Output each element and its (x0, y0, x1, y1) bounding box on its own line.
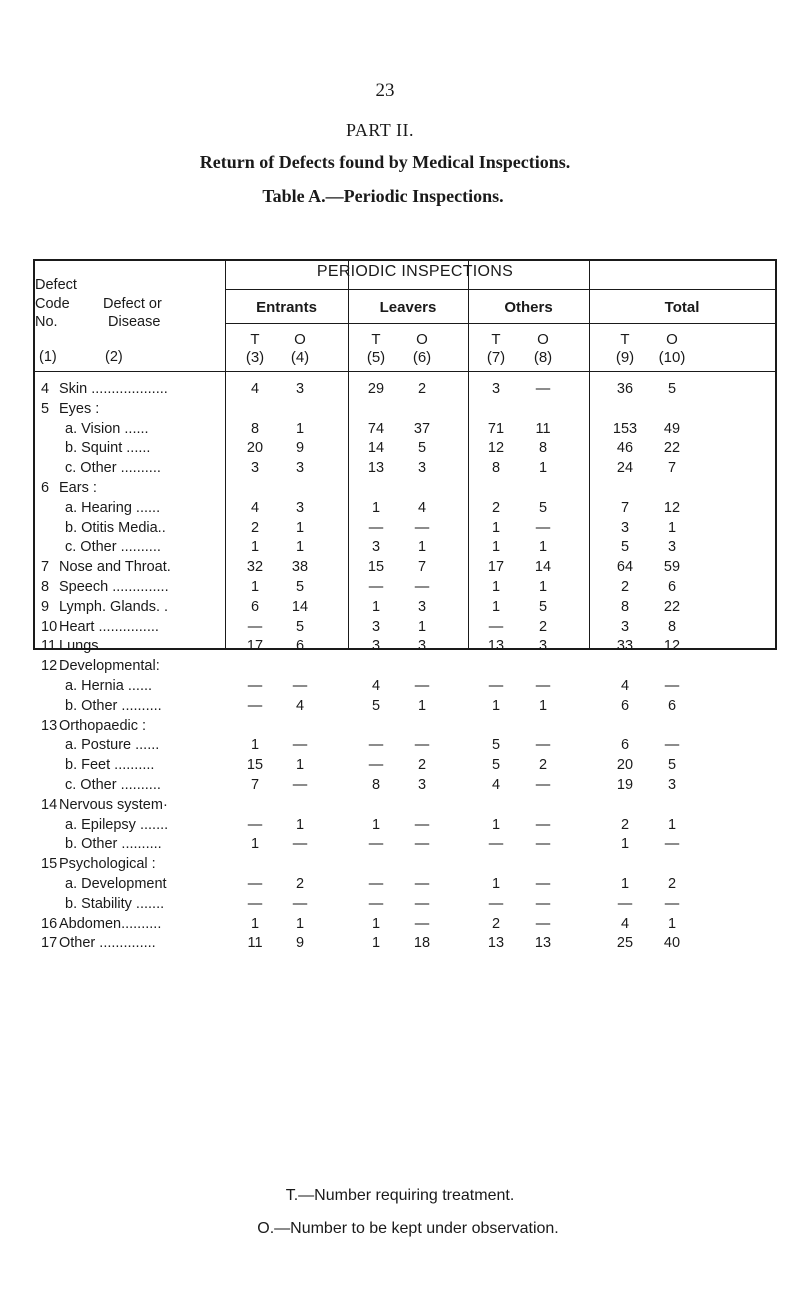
table-cell: 2 (620, 579, 630, 595)
table-cell: 2 (491, 915, 501, 932)
table-cell: 33 (616, 638, 634, 655)
table-cell: 8 (538, 440, 548, 457)
table-cell: — (414, 816, 430, 833)
table-cell: 9 (295, 440, 305, 457)
table-cell: 1 (491, 697, 501, 714)
table-cell: 3 (371, 539, 381, 556)
table-cell: 1 (538, 579, 548, 595)
table-row (35, 577, 775, 597)
defect-label: Nose and Throat. (59, 559, 171, 576)
table-row (35, 874, 775, 894)
table-cell: 71 (487, 420, 505, 437)
table-cell: 3 (417, 638, 427, 655)
table-cell: 24 (616, 460, 634, 477)
table-cell: 20 (246, 440, 264, 457)
table-cell: 11 (247, 935, 263, 952)
table-cell: — (247, 816, 263, 833)
page-number: 23 (375, 80, 395, 101)
defect-label: b. Feet .......... (65, 757, 155, 774)
defect-label: Heart ............... (59, 618, 159, 635)
group-header-rule (225, 323, 775, 324)
table-row (35, 597, 775, 617)
table-cell: 2 (491, 499, 501, 516)
table-cell: 29 (367, 381, 385, 397)
table-cell: 1 (417, 697, 427, 714)
table-cell: 1 (295, 816, 305, 833)
table-cell: — (535, 836, 551, 853)
table-row (35, 834, 775, 854)
table-cell: — (535, 737, 551, 754)
defect-label: Lymph. Glands. . (59, 598, 169, 615)
defect-label: c. Other .......... (65, 460, 161, 477)
subcol-o-leavers: O (416, 331, 428, 348)
table-cell: 8 (371, 777, 381, 793)
defect-label: Eyes : (59, 400, 100, 417)
table-cell: 5 (620, 539, 630, 556)
defect-code: 13 (41, 717, 58, 734)
table-row (35, 537, 775, 557)
table-cell: — (414, 579, 430, 595)
table-cell: 25 (616, 935, 634, 952)
subcol-index-10: (10) (658, 349, 686, 366)
footnote-t: T.—Number requiring treatment. (285, 1187, 515, 1204)
table-cell: — (414, 519, 430, 536)
table-cell: 1 (250, 836, 260, 853)
table-cell: — (535, 519, 551, 536)
table-cell: 8 (250, 420, 260, 437)
table-cell: — (664, 737, 680, 754)
table-cell: 4 (250, 499, 260, 516)
defect-label: a. Development (65, 876, 167, 892)
table-cell: 1 (295, 915, 305, 932)
group-title-rule (225, 289, 775, 290)
table-row (35, 656, 775, 676)
table-cell: 6 (667, 579, 677, 595)
disease-header-line-1: Defect or (103, 296, 162, 312)
table-cell: 22 (663, 440, 681, 457)
table-cell: 1 (667, 816, 677, 833)
table-cell: 1 (371, 935, 381, 952)
table-cell: — (488, 836, 504, 853)
table-cell: — (247, 895, 263, 912)
subcol-index-4: (4) (290, 349, 310, 366)
defect-label: a. Vision ...... (65, 420, 149, 437)
defect-code: 17 (41, 935, 58, 952)
group-entrants: Entrants (256, 299, 317, 316)
table-cell: 6 (620, 737, 630, 754)
defect-label: Skin ................... (59, 381, 168, 397)
subcol-index-6: (6) (412, 349, 432, 366)
table-cell: 40 (663, 935, 681, 952)
table-cell: 4 (250, 381, 260, 397)
table-cell: — (535, 915, 551, 932)
table-cell: 5 (491, 757, 501, 774)
table-cell: — (247, 678, 263, 694)
subcol-t-others: T (491, 331, 501, 348)
table-row (35, 636, 775, 656)
table-row (35, 478, 775, 498)
table-cell: 12 (663, 638, 681, 655)
table-cell: — (414, 895, 430, 912)
table-cell: — (292, 836, 308, 853)
defect-label: b. Other .......... (65, 697, 162, 714)
defect-label: a. Posture ...... (65, 737, 160, 754)
defects-table (33, 259, 777, 952)
table-cell: 8 (667, 618, 677, 635)
table-cell: 5 (538, 499, 548, 516)
subcol-index-7: (7) (486, 349, 506, 366)
table-row (35, 379, 775, 399)
table-cell: 3 (538, 638, 548, 655)
table-cell: 8 (491, 460, 501, 477)
table-cell: 5 (295, 579, 305, 595)
table-cell: 18 (413, 935, 431, 952)
table-cell: 2 (417, 757, 427, 774)
table-cell: 11 (535, 420, 551, 437)
defect-code: 8 (41, 579, 50, 595)
defect-code: 11 (41, 638, 57, 655)
defect-label: b. Squint ...... (65, 440, 151, 457)
table-cell: — (292, 737, 308, 754)
defect-label: Speech .............. (59, 579, 169, 595)
table-cell: 5 (491, 737, 501, 754)
table-cell: — (414, 737, 430, 754)
table-cell: 3 (250, 460, 260, 477)
table-cell: — (292, 895, 308, 912)
table-cell: — (535, 381, 551, 397)
table-cell: 74 (367, 420, 385, 437)
table-row (35, 676, 775, 696)
part-title: PART II. (346, 120, 414, 140)
table-row (35, 914, 775, 934)
group-leavers: Leavers (379, 299, 437, 316)
footnote-o: O.—Number to be kept under observation. (257, 1220, 559, 1237)
subcol-index-8: (8) (533, 349, 553, 366)
table-cell: 2 (295, 876, 305, 892)
table-cell: 1 (417, 539, 427, 556)
table-cell: — (535, 678, 551, 694)
table-cell: 1 (371, 598, 381, 615)
table-cell: 1 (491, 598, 501, 615)
defect-code: 4 (41, 381, 50, 397)
table-cell: 1 (620, 836, 630, 853)
defect-label: Orthopaedic : (59, 717, 147, 734)
table-cell: 1 (620, 876, 630, 892)
table-cell: 5 (295, 618, 305, 635)
table-cell: 6 (620, 697, 630, 714)
defect-code: 16 (41, 915, 58, 932)
table-cell: 7 (620, 499, 630, 516)
table-cell: — (664, 836, 680, 853)
table-cell: 4 (371, 678, 381, 694)
table-cell: — (368, 737, 384, 754)
subcol-index-3: (3) (245, 349, 265, 366)
defect-label: Lungs .............. (59, 638, 159, 655)
subcol-t-total: T (620, 331, 630, 348)
defect-label: Psychological : (59, 856, 156, 873)
table-cell: 2 (538, 618, 548, 635)
table-cell: 4 (620, 678, 630, 694)
table-cell: 14 (367, 440, 385, 457)
table-cell: 6 (295, 638, 305, 655)
table-cell: 1 (295, 757, 305, 774)
table-cell: 3 (620, 519, 630, 536)
table-cell: 64 (616, 559, 634, 576)
table-cell: 3 (417, 460, 427, 477)
table-cell: — (247, 697, 263, 714)
table-row (35, 438, 775, 458)
table-cell: 9 (295, 935, 305, 952)
table-cell: 5 (667, 381, 677, 397)
table-cell: 5 (417, 440, 427, 457)
table-cell: 5 (667, 757, 677, 774)
defect-label: a. Hearing ...... (65, 499, 161, 516)
table-cell: 19 (616, 777, 634, 793)
table-cell: 17 (487, 559, 505, 576)
table-cell: — (414, 678, 430, 694)
table-cell: 17 (246, 638, 264, 655)
defect-code: 7 (41, 559, 50, 576)
defect-header-line-2: Code (35, 296, 70, 312)
table-row (35, 419, 775, 439)
table-cell: 2 (667, 876, 677, 892)
table-cell: — (414, 876, 430, 892)
table-cell: 1 (295, 420, 305, 437)
table-row (35, 854, 775, 874)
table-row (35, 458, 775, 478)
subcol-t-entrants: T (250, 331, 260, 348)
table-cell: 36 (616, 381, 634, 397)
table-cell: 20 (616, 757, 634, 774)
defect-label: Other .............. (59, 935, 156, 952)
table-row (35, 755, 775, 775)
table-cell: 8 (620, 598, 630, 615)
table-row (35, 894, 775, 914)
defect-label: Developmental: (59, 658, 160, 675)
table-cell: — (664, 895, 680, 912)
table-cell: 153 (612, 420, 638, 437)
table-row (35, 775, 775, 795)
defect-header-line-1: Defect (35, 277, 77, 293)
table-cell: 1 (667, 915, 677, 932)
group-others: Others (504, 299, 553, 316)
table-cell: — (368, 519, 384, 536)
table-cell: 15 (246, 757, 264, 774)
subcol-t-leavers: T (371, 331, 381, 348)
defect-label: b. Otitis Media.. (65, 519, 166, 536)
table-cell: 38 (291, 559, 309, 576)
table-cell: 13 (534, 935, 552, 952)
table-cell: 1 (250, 539, 260, 556)
defect-label: Abdomen.......... (59, 915, 162, 932)
table-cell: — (368, 757, 384, 774)
table-cell: 1 (538, 460, 548, 477)
table-cell: — (368, 895, 384, 912)
table-cell: 3 (295, 499, 305, 516)
defect-label: c. Other .......... (65, 539, 161, 556)
table-cell: — (664, 678, 680, 694)
table-cell: 3 (491, 381, 501, 397)
table-cell: 15 (367, 559, 385, 576)
table-cell: 3 (295, 460, 305, 477)
defect-code: 14 (41, 796, 58, 813)
table-cell: 3 (417, 777, 427, 793)
table-cell: — (535, 895, 551, 912)
table-cell: — (535, 876, 551, 892)
table-cell: — (488, 618, 504, 635)
table-row (35, 815, 775, 835)
table-cell: 2 (250, 519, 260, 536)
table-row (35, 795, 775, 815)
table-cell: 1 (371, 915, 381, 932)
defect-label: c. Other .......... (65, 777, 161, 793)
table-cell: — (488, 895, 504, 912)
defect-label: a. Epilepsy ....... (65, 816, 169, 833)
table-cell: 4 (417, 499, 427, 516)
table-row (35, 735, 775, 755)
table-cell: 1 (250, 579, 260, 595)
table-cell: 3 (667, 539, 677, 556)
table-cell: 3 (295, 381, 305, 397)
table-cell: 3 (417, 598, 427, 615)
table-cell: 14 (291, 598, 309, 615)
subcol-o-entrants: O (294, 331, 306, 348)
col-index-2: (2) (105, 349, 123, 365)
defect-code: 15 (41, 856, 58, 873)
table-cell: — (535, 777, 551, 793)
table-cell: 3 (371, 618, 381, 635)
table-cell: 2 (417, 381, 427, 397)
disease-header-line-2: Disease (108, 314, 161, 330)
group-total: Total (664, 299, 700, 316)
table-cell: 7 (250, 777, 260, 793)
table-cell: 2 (538, 757, 548, 774)
defect-code: 5 (41, 400, 50, 417)
table-cell: 1 (538, 539, 548, 556)
defect-label: a. Hernia ...... (65, 678, 153, 694)
table-cell: 37 (413, 420, 431, 437)
table-cell: — (414, 836, 430, 853)
table-cell: — (292, 777, 308, 793)
table-row (35, 696, 775, 716)
table-cell: 1 (371, 499, 381, 516)
table-cell: 3 (667, 777, 677, 793)
table-cell: — (292, 678, 308, 694)
table-cell: 1 (295, 539, 305, 556)
table-cell: 1 (250, 915, 260, 932)
table-cell: 1 (491, 579, 501, 595)
table-row (35, 617, 775, 637)
table-cell: 5 (538, 598, 548, 615)
table-row (35, 498, 775, 518)
table-row (35, 933, 775, 953)
table-cell: — (247, 618, 263, 635)
table-cell: 1 (491, 876, 501, 892)
table-cell: 1 (491, 816, 501, 833)
table-cell: 1 (538, 697, 548, 714)
defect-label: Ears : (59, 480, 97, 496)
table-cell: — (414, 915, 430, 932)
table-row (35, 399, 775, 419)
defect-label: Nervous system· (59, 796, 168, 813)
table-cell: 3 (371, 638, 381, 655)
table-cell: 3 (620, 618, 630, 635)
table-cell: — (617, 895, 633, 912)
table-cell: 32 (246, 559, 264, 576)
col-index-1: (1) (39, 349, 57, 365)
table-cell: 13 (487, 935, 505, 952)
table-cell: 1 (295, 519, 305, 536)
table-cell: 4 (295, 697, 305, 714)
defect-code: 10 (41, 618, 58, 635)
table-cell: 1 (417, 618, 427, 635)
group-title: PERIODIC INSPECTIONS (316, 263, 514, 280)
subcol-o-others: O (537, 331, 549, 348)
defect-code: 9 (41, 598, 50, 615)
defect-code: 12 (41, 658, 58, 675)
header-bottom-rule (35, 371, 775, 372)
table-cell: — (368, 876, 384, 892)
table-cell: 4 (491, 777, 501, 793)
defect-header-line-3: No. (35, 314, 58, 330)
table-row (35, 518, 775, 538)
table-row (35, 557, 775, 577)
table-cell: 49 (663, 420, 681, 437)
table-cell: — (368, 579, 384, 595)
defect-label: b. Stability ....... (65, 895, 165, 912)
table-cell: 5 (371, 697, 381, 714)
table-row (35, 716, 775, 736)
table-cell: 13 (367, 460, 385, 477)
table-cell: — (488, 678, 504, 694)
subcol-index-5: (5) (366, 349, 386, 366)
table-cell: 4 (620, 915, 630, 932)
table-cell: 22 (663, 598, 681, 615)
table-cell: 12 (487, 440, 505, 457)
table-cell: 1 (667, 519, 677, 536)
table-cell: 1 (491, 539, 501, 556)
table-cell: 2 (620, 816, 630, 833)
table-cell: 12 (663, 499, 681, 516)
table-subheading: Table A.—Periodic Inspections. (262, 186, 504, 206)
table-cell: — (535, 816, 551, 833)
table-cell: 6 (667, 697, 677, 714)
report-heading: Return of Defects found by Medical Inspections. (199, 152, 571, 172)
table-cell: 7 (667, 460, 677, 477)
table-cell: 13 (487, 638, 505, 655)
table-cell: 46 (616, 440, 634, 457)
table-cell: — (368, 836, 384, 853)
defect-code: 6 (41, 480, 50, 496)
table-cell: 1 (491, 519, 501, 536)
table-cell: — (247, 876, 263, 892)
table-cell: 14 (534, 559, 552, 576)
subcol-o-total: O (666, 331, 678, 348)
table-cell: 1 (371, 816, 381, 833)
subcol-index-9: (9) (615, 349, 635, 366)
defect-label: b. Other .......... (65, 836, 162, 853)
table-cell: 6 (250, 598, 260, 615)
table-cell: 7 (417, 559, 427, 576)
table-cell: 1 (250, 737, 260, 754)
table-cell: 59 (663, 559, 681, 576)
